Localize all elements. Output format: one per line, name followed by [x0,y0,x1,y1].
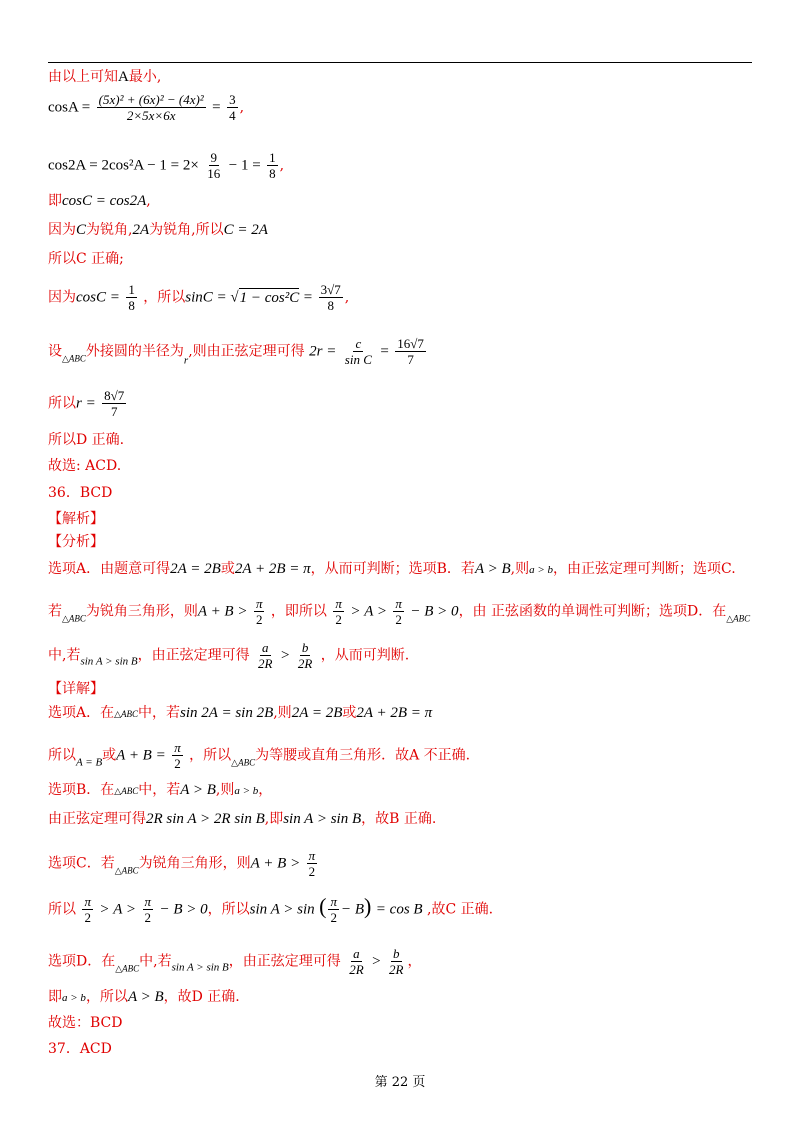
line-analysis-1: 选项A．由题意可得2A = 2B或2A + 2B = π，从而可判断；选项B．若A > B,则a > b，由正弦定理可判断；选项C. [48,561,736,577]
line-answer-acd: 故选: ACD. [48,458,122,474]
line-circumradius: 设$_{\triangle ABC}$外接圆的半径为$_r$,则由正弦定理可得 2r = $\frac{c}{\text{sin C}}$ = $\frac{16√7}{7}$ [48,336,424,367]
line-analysis-3: 中,若$_{sin A > sin B}$，由正弦定理可得 $\frac{a}{2R}$ > $\frac{b}{2R}$ ，从而可判断. [48,640,410,671]
line-d-correct: 所以D 正确. [48,432,125,448]
line-36: 36．BCD [48,485,113,501]
line-detail-b: 选项B．在△ABC中，若A > B,则a > b， [48,782,273,798]
line-cos2A: cos2A = 2cos²A − 1 = 2× $\frac{9}{16}$ − 1 = $\frac{1}{8}$ , [48,150,285,181]
line-detail-d2: 即a > b，所以A > B，故D 正确. [48,989,240,1005]
page-number: 第 22 页 [374,1075,426,1090]
line-conclusion-a-min: 由以上可知A最小, [48,69,162,85]
cosA-fraction: $\frac{\text{(5x)² + (6x)² − (4x)²}}{2\times 5x\times 6x}$ [98,92,204,123]
line-xiangjie: 【详解】 [48,681,104,697]
line-fenxi: 【分析】 [48,534,104,550]
line-detail-a: 选项A．在△ABC中，若sin 2A = sin 2B,则2A = 2B或2A + 2B = π [48,705,433,721]
line-c-correct: 所以C 正确; [48,251,124,267]
line-cosC-eq-cos2A: 即cosC = cos2A, [48,193,151,209]
line-detail-d: 选项D．在$_{\triangle ABC}$中,若$_{sin A > sin B}$，由正弦定理可得 $\frac{a}{2R}$ > $\frac{b}{2R}$ ， [48,946,422,977]
line-jiexi: 【解析】 [48,511,104,527]
header-rule [48,62,752,63]
line-cosA: cosA = $\frac{\text{(5x)² + (6x)² − (4x)²}}{2\times 5x\times 6x}$ = $\frac{3}{4}$ , [48,92,245,123]
line-37: 37．ACD [48,1041,112,1057]
line-detail-a2: 所以$_{A = B}$或A + B = $\frac{\pi}{2}$ ，所以$_{\triangle ABC}$为等腰或直角三角形．故A 不正确. [48,740,471,771]
line-detail-b2: 由正弦定理可得2R sin A > 2R sin B,即sin A > sin B，故B 正确. [48,811,437,827]
line-sinC: 因为cosC = $\frac{1}{8}$ ，所以sinC = √1 − cos²C = $\frac{3√7}{8}$ , [48,282,350,313]
line-detail-c2: 所以 $\frac{\pi}{2}$ > A > $\frac{\pi}{2}$ − B > 0，所以sin A > sin ( $\frac{\pi}{2}$ − B) = cos B ,故C 正确. [48,893,494,925]
line-acute: 因为C为锐角,2A为锐角,所以C = 2A [48,222,268,238]
line-detail-c: 选项C．若$_{\triangle ABC}$为锐角三角形，则A + B > $\frac{\pi}{2}$ [48,848,316,879]
line-analysis-2: 若$_{\triangle ABC}$为锐角三角形，则A + B > $\frac{\pi}{2}$ ，即所以 $\frac{\pi}{2}$ > A > $\frac{\pi}{2}$ − B > 0，由 正弦函数的单调性可判断；选项D．在$_{\triangle ABC}$ [48,596,751,627]
line-answer-bcd: 故选：BCD [48,1015,123,1031]
line-r-value: 所以r = $\frac{8√7}{7}$ [48,388,125,419]
